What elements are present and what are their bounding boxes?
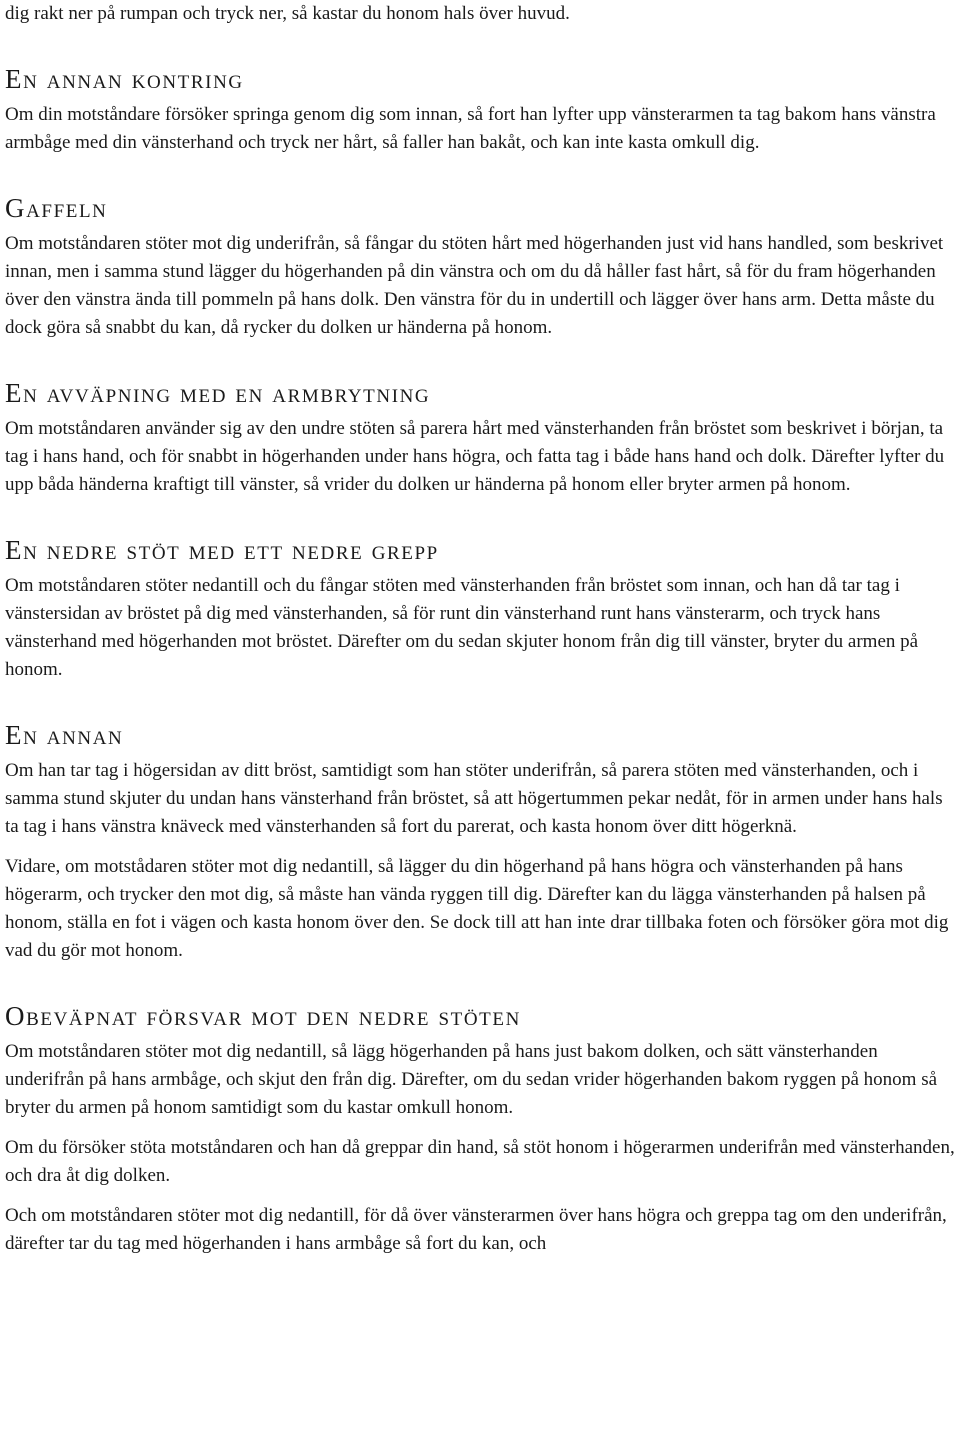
section-paragraph: Om motståndaren stöter nedantill och du fångar stöten med vänsterhanden från bröstet som innan, och han då tar tag i vänstersidan av bröstet på dig med vänsterhanden, så för runt din vänsterhand runt hans vänsterarm, och tryck hans vänsterhand med högerhanden mot bröstet. Därefter om du sedan skjuter honom från dig till vänster, bryter du armen på honom. (5, 575, 919, 680)
section-paragraph: Om han tar tag i högersidan av ditt bröst, samtidigt som han stöter underifrån, så parera stöten med vänsterhanden, och i samma stund skjuter du undan hans vänsterhand från bröstet, så att högertummen pekar nedåt, för in armen under hans hals ta tag i hans vänstra knäveck med vänsterhanden så fort du parerat, och kasta honom över ditt högerknä. (5, 760, 943, 837)
section-en-annan-kontring (5, 28, 957, 157)
section-gaffeln (5, 157, 957, 342)
section-paragraph: Om motståndaren använder sig av den undre stöten så parera hårt med vänsterhanden från bröstet som beskrivet i början, ta tag i hans hand, och för snabbt in högerhanden under hans högra, och fatta tag i både hans hand och dolk. Därefter lyfter du upp båda händerna kraftigt till vänster, så vrider du dolken ur händerna på honom eller bryter armen på honom. (5, 418, 945, 495)
section-paragraph: Om din motståndare försöker springa genom dig som innan, så fort han lyfter upp vänsterarmen ta tag bakom hans vänstra armbåge med din vänsterhand och tryck ner hårt, så faller han bakåt, och kan inte kasta omkull dig. (5, 104, 936, 153)
section-en-avvapning-med-en-armbrytning (5, 342, 957, 499)
section-en-nedre-stot-med-ett-nedre-grepp (5, 499, 957, 684)
section-paragraph: Och om motståndaren stöter mot dig nedantill, för då över vänsterarmen över hans högra och greppa tag om den underifrån, därefter tar du tag med högerhanden i hans armbåge så fort du kan, och (5, 1205, 947, 1254)
section-paragraph: Vidare, om motstådaren stöter mot dig nedantill, så lägger du din högerhand på hans högra och vänsterhanden på hans högerarm, och trycker den mot dig, så måste han vända ryggen till dig. Därefter kan du lägga vänsterhanden på halsen på honom, ställa en fot i vägen och kasta honom över den. Se dock till att han inte drar tillbaka foten och försöker göra mot dig vad du gör mot honom. (5, 856, 949, 961)
section-heading: En avväpning med en armbrytning (5, 378, 431, 408)
section-heading: Obeväpnat försvar mot den nedre stöten (5, 1001, 521, 1031)
document-page (5, 0, 957, 1258)
intro-paragraph: dig rakt ner på rumpan och tryck ner, så kastar du honom hals över huvud. (5, 3, 570, 24)
section-en-annan (5, 684, 957, 965)
section-heading: En annan (5, 720, 124, 750)
section-paragraph: Om motståndaren stöter mot dig nedantill, så lägg högerhanden på hans just bakom dolken, och sätt vänsterhanden underifrån på hans armbåge, och skjut den från dig. Därefter, om du sedan vrider högerhanden bakom ryggen på honom så bryter du armen på honom samtidigt som du kastar omkull honom. (5, 1041, 938, 1118)
section-paragraph: Om du försöker stöta motståndaren och han då greppar din hand, så stöt honom i högerarmen underifrån med vänsterhanden, och dra åt dig dolken. (5, 1137, 955, 1186)
section-heading: Gaffeln (5, 193, 108, 223)
section-obevapnat-forsvar (5, 965, 957, 1258)
section-heading: En annan kontring (5, 64, 244, 94)
section-heading: En nedre stöt med ett nedre grepp (5, 535, 439, 565)
section-paragraph: Om motståndaren stöter mot dig underifrån, så fångar du stöten hårt med högerhanden just vid hans handled, som beskrivet innan, men i samma stund lägger du högerhanden på din vänstra och om du då håller fast hårt, så för du fram högerhanden över den vänstra ända till pommeln på hans dolk. Den vänstra för du in undertill och lägger över hans arm. Detta måste du dock göra så snabbt du kan, då rycker du dolken ur händerna på honom. (5, 233, 944, 338)
